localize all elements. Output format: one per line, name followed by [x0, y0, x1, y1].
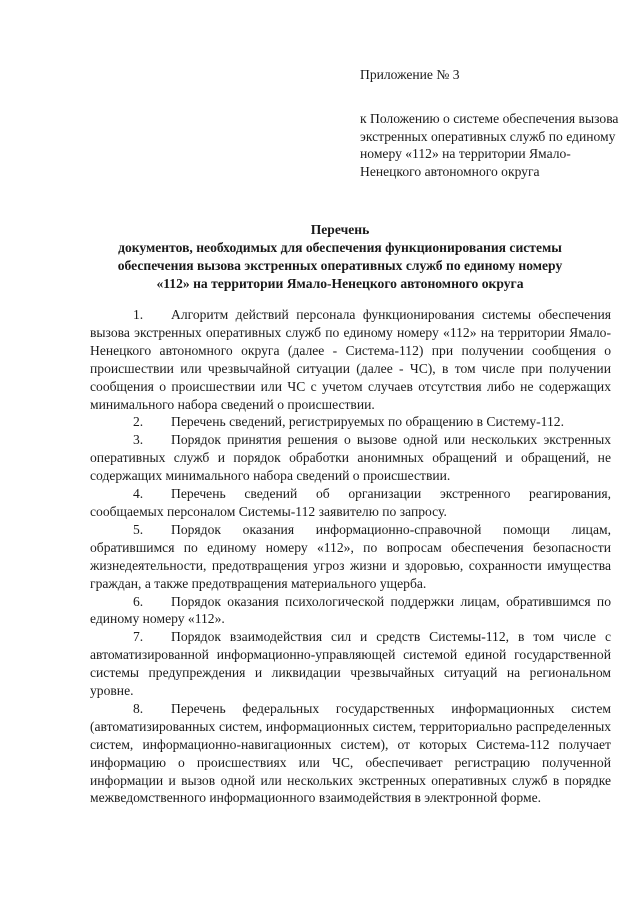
- item-text: Порядок взаимодействия сил и средств Системы-112, в том числе с автоматизированной информационно-управляющей системой единой государственной системы предупреждения и ликвидации чрезвычайных ситуаций на региональном уровне.: [90, 629, 611, 699]
- list-item-4: [90, 485, 611, 521]
- item-number: 1.: [133, 307, 144, 322]
- document-heading: [60, 221, 620, 293]
- item-number: 2.: [133, 414, 144, 430]
- heading-line-1: Перечень: [310, 222, 370, 237]
- item-text: Перечень сведений, регистрируемых по обращению в Систему-112.: [171, 414, 564, 430]
- list-item-6: [90, 593, 611, 629]
- item-text: Порядок оказания информационно-справочной помощи лицам, обратившимся по единому номеру «112», по вопросам обеспечения безопасности жизнедеятельности, предотвращения угроз жизни и здоровью, сохранности имущества граждан, а также предотвращения материального ущерба.: [90, 521, 611, 591]
- item-number: 4.: [133, 486, 144, 502]
- item-number: 7.: [133, 629, 144, 645]
- list-item-8: [90, 700, 611, 807]
- item-text: Перечень федеральных государственных информационных систем (автоматизированных систем, информационных систем, территориально распределенных систем, информационно-навигационных систем), от которых Система-112 получает информацию о происшествиях или ЧС, обеспечивает регистрацию полученной информации и вызов одной или нескольких экстренных оперативных служб в порядке межведомственного информационного взаимодействия в электронной форме.: [90, 700, 611, 806]
- document-list: [90, 306, 611, 807]
- appendix-reference: к Положению о системе обеспечения вызова экстренных оперативных служб по единому номеру «112» на территории Ямало-Ненецкого автономного округа: [360, 111, 619, 179]
- item-number: 3.: [133, 432, 144, 448]
- item-text: Порядок принятия решения о вызове одной или нескольких экстренных оперативных служб и порядок обработки анонимных обращений и обращений, не содержащих минимального набора сведений о происшествии.: [90, 432, 611, 484]
- list-item-3: [90, 431, 611, 485]
- list-item-1: [90, 306, 611, 413]
- heading-line-3: обеспечения вызова экстренных оперативных служб по единому номеру: [117, 258, 563, 273]
- heading-line-4: «112» на территории Ямало-Ненецкого автономного округа: [156, 276, 524, 291]
- item-number: 6.: [133, 593, 144, 609]
- list-item-7: [90, 628, 611, 700]
- item-text: Алгоритм действий персонала функционирования системы обеспечения вызова экстренных оперативных служб по единому номеру «112» на территории Ямало-Ненецкого автономного округа (далее - Система-112) при получении сообщения о происшествии или чрезвычайной ситуации (далее - ЧС), в том числе при получении сообщения о происшествии или ЧС с учетом случаев отсутствия либо не содержащих минимального набора сведений о происшествии.: [90, 307, 611, 412]
- list-item-5: [90, 521, 611, 593]
- item-number: 5.: [133, 521, 144, 537]
- list-item-2: [90, 413, 611, 431]
- item-text: Порядок оказания психологической поддержки лицам, обратившимся по единому номеру «112».: [90, 593, 611, 627]
- appendix-title: Приложение № 3: [360, 67, 460, 82]
- item-text: Перечень сведений об организации экстренного реагирования, сообщаемых персоналом Системы-112 заявителю по запросу.: [90, 486, 611, 519]
- item-number: 8.: [133, 700, 144, 716]
- heading-line-2: документов, необходимых для обеспечения функционирования системы: [118, 240, 562, 255]
